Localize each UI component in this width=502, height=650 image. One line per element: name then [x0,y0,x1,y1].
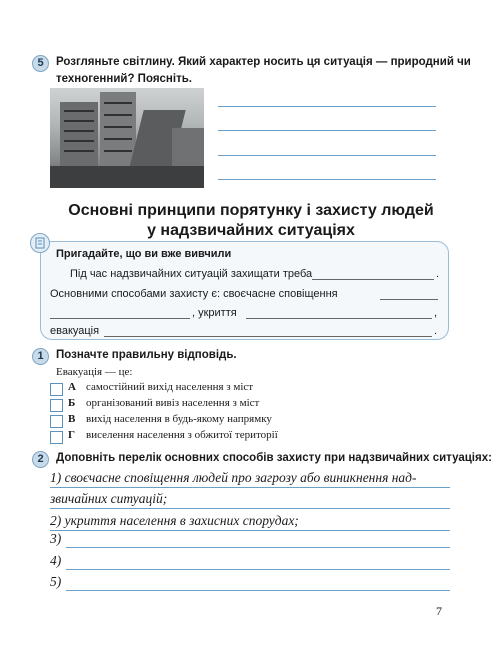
answer-line[interactable] [218,130,436,131]
fill-in-line[interactable] [380,299,438,300]
fill-in-line[interactable] [312,279,434,280]
handwritten-answer: 1) своєчасне сповіщення людей про загрозу або виникнення над- [50,470,417,485]
answer-line[interactable] [218,179,436,180]
task-question-line: Розгляньте світлину. Який характер носить ця ситуація — природний чи [56,56,471,68]
remember-icon [30,233,50,253]
answer-line[interactable] [218,106,436,107]
option-text: самостійний вихід населення з міст [86,381,254,393]
answer-line [50,508,450,509]
remember-title: Пригадайте, що ви вже вивчили [56,248,232,260]
handwritten-answer: звичайних ситуацій; [50,491,168,506]
answer-checkbox[interactable] [50,399,63,412]
page-number: 7 [436,604,442,618]
remember-text: Під час надзвичайних ситуацій захищати треба [70,268,313,280]
option-text: організований вивіз населення з міст [86,397,260,409]
remember-period: . [434,325,438,337]
remember-period: . [436,268,440,280]
remember-comma: , [434,307,438,319]
option-letter: В [68,413,76,425]
remember-text: евакуація [50,325,100,337]
fill-in-line[interactable] [50,318,190,319]
task-number-badge: 1 [32,348,49,365]
option-text: виселення населення з обжитої території [86,429,278,441]
answer-line[interactable] [66,547,450,548]
answer-checkbox[interactable] [50,431,63,444]
option-letter: Б [68,397,76,409]
answer-line [50,487,450,488]
answer-line [50,530,450,531]
option-text: вихід населення в будь-якому напрямку [86,413,272,425]
answer-line[interactable] [66,590,450,591]
answer-line[interactable] [218,155,436,156]
task-title: Доповніть перелік основних способів захисту при надзвичайних ситуаціях: [56,452,492,464]
remember-text: , укриття [192,307,237,319]
fill-in-line[interactable] [104,336,432,337]
fill-in-line[interactable] [246,318,432,319]
task-title: Позначте правильну відповідь. [56,349,237,361]
collapsed-building-photo [50,88,204,188]
section-title: Основні принципи порятунку і захисту людей [68,202,434,219]
answer-checkbox[interactable] [50,415,63,428]
option-letter: Г [68,429,75,441]
remember-text: Основними способами захисту є: своєчасне сповіщення [50,288,338,300]
task-question-line: техногенний? Поясніть. [56,73,192,85]
option-letter: А [68,381,76,393]
answer-line[interactable] [66,569,450,570]
answer-checkbox[interactable] [50,383,63,396]
task-number-badge: 2 [32,451,49,468]
list-item-number: 5) [50,574,62,589]
handwritten-answer: 2) укриття населення в захисних спорудах; [50,513,299,528]
list-item-number: 3) [50,531,62,546]
section-title: у надзвичайних ситуаціях [147,222,355,239]
question-stem: Евакуація — це: [56,366,133,378]
list-item-number: 4) [50,553,62,568]
task-number-badge: 5 [32,55,49,72]
